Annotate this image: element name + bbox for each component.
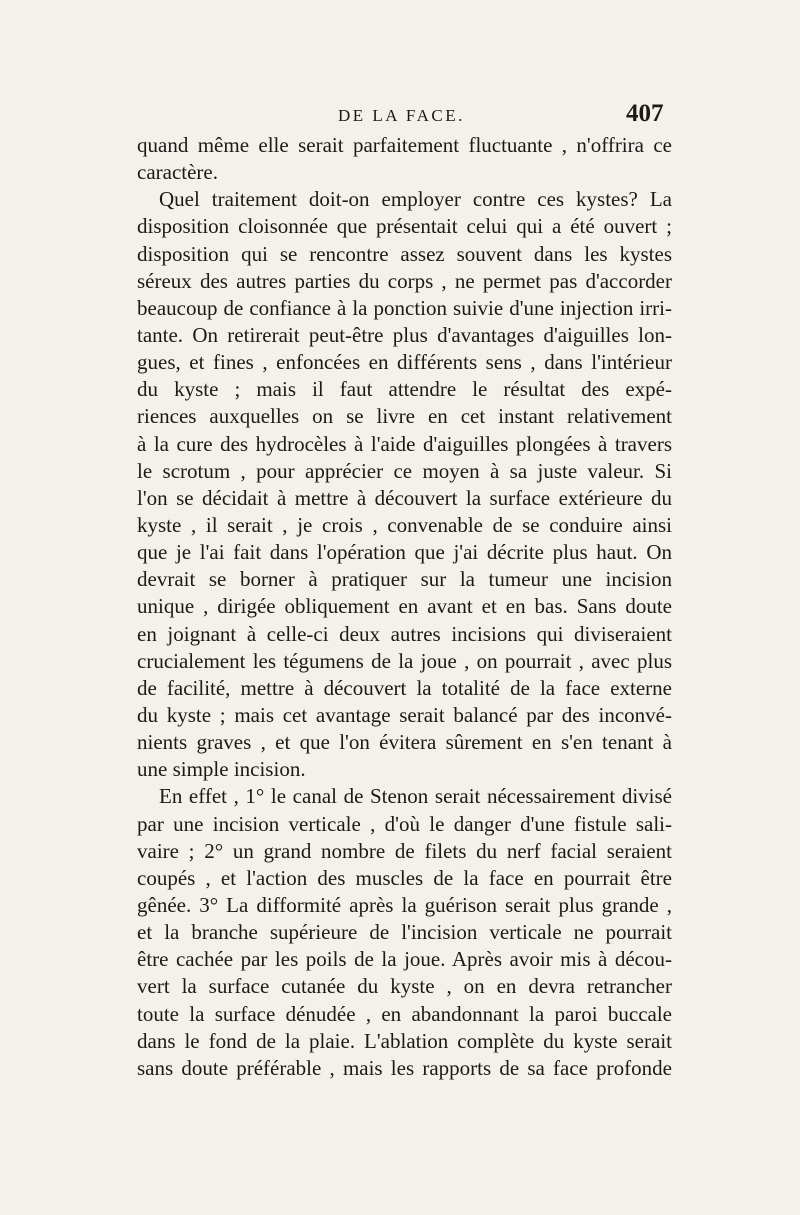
text-line: le scrotum , pour apprécier ce moyen à sa juste valeur. Si — [137, 458, 672, 483]
text-line: nients graves , et que l'on évitera sûrement en s'en tenant à — [137, 730, 672, 755]
running-header — [0, 100, 800, 130]
text-line: tante. On retirerait peut-être plus d'avantages d'aiguilles lon- — [137, 322, 672, 347]
text-line: du kyste ; mais cet avantage serait balancé par des inconvé- — [137, 702, 672, 727]
running-title: DE LA FACE. — [338, 106, 465, 125]
text-line: disposition qui se rencontre assez souvent dans les kystes — [137, 241, 672, 266]
text-line: disposition cloisonnée que présentait celui qui a été ouvert ; — [137, 214, 672, 239]
text-line: Quel traitement doit-on employer contre ces kystes? La — [159, 187, 672, 212]
text-line: gues, et fines , enfoncées en différents sens , dans l'intérieur — [137, 350, 672, 375]
text-line: coupés , et l'action des muscles de la face en pourrait être — [137, 865, 672, 890]
text-line: que je l'ai fait dans l'opération que j'ai décrite plus haut. On — [137, 540, 672, 565]
text-line: de facilité, mettre à découvert la totalité de la face externe — [137, 675, 672, 700]
text-line: dans le fond de la plaie. L'ablation complète du kyste serait — [137, 1028, 672, 1053]
text-line: en joignant à celle-ci deux autres incisions qui diviseraient — [137, 621, 672, 646]
text-line: caractère. — [137, 160, 218, 185]
text-line: vert la surface cutanée du kyste , on en devra retrancher — [137, 974, 672, 999]
text-line: sans doute préférable , mais les rapports de sa face profonde — [137, 1055, 672, 1080]
page-number: 407 — [626, 100, 664, 127]
text-line: quand même elle serait parfaitement fluctuante , n'offrira ce — [137, 133, 672, 157]
text-line: devrait se borner à pratiquer sur la tumeur une incision — [137, 567, 672, 592]
text-line: être cachée par les poils de la joue. Après avoir mis à décou- — [137, 947, 672, 972]
text-line: riences auxquelles on se livre en cet instant relativement — [137, 404, 672, 429]
text-line: à la cure des hydrocèles à l'aide d'aiguilles plongées à travers — [137, 431, 672, 456]
body-text — [137, 132, 672, 1082]
text-line: En effet , 1° le canal de Stenon serait nécessairement divisé — [159, 784, 672, 809]
text-line: vaire ; 2° un grand nombre de filets du nerf facial seraient — [137, 838, 672, 863]
text-line: crucialement les tégumens de la joue , on pourrait , avec plus — [137, 648, 672, 673]
text-line: séreux des autres parties du corps , ne permet pas d'accorder — [137, 268, 672, 293]
text-line: beaucoup de confiance à la ponction suivie d'une injection irri- — [137, 295, 672, 320]
text-line: kyste , il serait , je crois , convenable de se conduire ainsi — [137, 512, 672, 537]
text-line: toute la surface dénudée , en abandonnant la paroi buccale — [137, 1001, 672, 1026]
text-line: par une incision verticale , d'où le danger d'une fistule sali- — [137, 811, 672, 836]
text-line: l'on se décidait à mettre à découvert la surface extérieure du — [137, 485, 672, 510]
text-line: unique , dirigée obliquement en avant et en bas. Sans doute — [137, 594, 672, 619]
text-line: et la branche supérieure de l'incision verticale ne pourrait — [137, 920, 672, 945]
text-line: du kyste ; mais il faut attendre le résultat des expé- — [137, 377, 672, 402]
text-line: une simple incision. — [137, 757, 306, 782]
text-line: gênée. 3° La difformité après la guérison serait plus grande , — [137, 892, 672, 917]
